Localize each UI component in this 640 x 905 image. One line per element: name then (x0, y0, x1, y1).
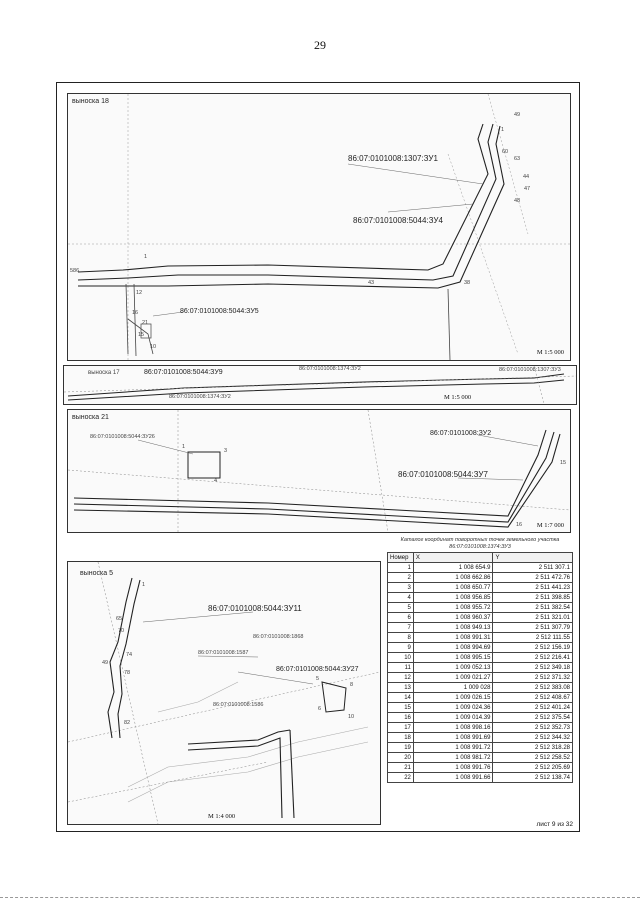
table-row (388, 623, 573, 633)
parcel-label: 86:07:0101008:1307:ЗУ1 (348, 154, 438, 163)
y-coordinate-cell: 2 512 138.74 (493, 773, 573, 783)
point-number: 65 (116, 616, 123, 622)
table-row (388, 753, 573, 763)
parcel-label: 86:07:0101008:5044:ЗУ27 (276, 666, 359, 673)
coordinate-table (387, 552, 573, 783)
callout-5-map (68, 562, 380, 824)
point-number: 44 (523, 174, 530, 180)
point-number: 48 (514, 198, 521, 204)
point-number: 38 (464, 280, 471, 286)
table-row (388, 573, 573, 583)
parcel-outline (322, 682, 346, 712)
x-coordinate-cell: 1 009 052.13 (413, 663, 493, 673)
point-number-cell: 11 (388, 663, 414, 673)
x-coordinate-cell: 1 008 650.77 (413, 583, 493, 593)
y-coordinate-cell: 2 511 307.1 (493, 563, 573, 573)
point-number-cell: 10 (388, 653, 414, 663)
parcel-label: 86:07:0101008:5044:ЗУ26 (90, 434, 155, 440)
x-coordinate-cell: 1 008 654.9 (413, 563, 493, 573)
x-coordinate-cell: 1 008 991.69 (413, 733, 493, 743)
parcel-label: 86:07:0101008:5044:ЗУ7 (398, 470, 488, 479)
point-number-cell: 1 (388, 563, 414, 573)
point-number-cell: 4 (388, 593, 414, 603)
y-coordinate-cell: 2 512 383.08 (493, 683, 573, 693)
point-number: 1 (142, 582, 146, 588)
y-coordinate-cell: 2 512 205.69 (493, 763, 573, 773)
x-coordinate-cell: 1 008 991.76 (413, 763, 493, 773)
drawing-sheet (56, 82, 580, 832)
x-coordinate-cell: 1 008 956.85 (413, 593, 493, 603)
point-number-cell: 19 (388, 743, 414, 753)
table-row (388, 763, 573, 773)
callout-18-panel (67, 93, 571, 361)
point-number-cell: 8 (388, 633, 414, 643)
point-number: 63 (514, 156, 521, 162)
y-coordinate-cell: 2 511 398.85 (493, 593, 573, 603)
x-coordinate-cell: 1 009 014.39 (413, 713, 493, 723)
callout-18-parcel-line (78, 124, 504, 288)
y-coordinate-cell: 2 511 382.54 (493, 603, 573, 613)
parcel-label: 86:07:0101008:ЗУ2 (430, 430, 492, 437)
point-number-cell: 12 (388, 673, 414, 683)
y-coordinate-cell: 2 512 156.19 (493, 643, 573, 653)
point-number: 15 (138, 332, 145, 338)
point-number: 16 (132, 310, 139, 316)
table-row (388, 743, 573, 753)
x-coordinate-cell: 1 008 991.31 (413, 633, 493, 643)
point-number: 49 (514, 112, 521, 118)
y-coordinate-cell: 2 512 375.54 (493, 713, 573, 723)
scale-label: М 1:5 000 (444, 394, 472, 401)
callout-21-panel (67, 409, 571, 533)
point-number-cell: 17 (388, 723, 414, 733)
y-coordinate-cell: 2 512 349.18 (493, 663, 573, 673)
x-coordinate-cell: 1 009 026.15 (413, 693, 493, 703)
parcel-label: 86:07:0101008:1374:ЗУ2 (299, 366, 361, 372)
point-number: 47 (524, 186, 531, 192)
table-row (388, 613, 573, 623)
coordinate-table-body (388, 563, 573, 783)
x-coordinate-cell: 1 008 981.72 (413, 753, 493, 763)
table-row (388, 603, 573, 613)
point-number: 10 (348, 714, 355, 720)
x-coordinate-cell: 1 008 960.37 (413, 613, 493, 623)
page-number: 29 (314, 38, 326, 52)
point-number: 78 (124, 670, 131, 676)
point-number: 8 (350, 682, 354, 688)
parcel-label: 86:07:0101008:5044:ЗУ5 (180, 308, 259, 315)
sheet-label: лист 9 из 32 (536, 821, 573, 828)
point-number: 60 (502, 149, 509, 155)
point-number-cell: 21 (388, 763, 414, 773)
parcel-label: 86:07:0101008:5044:ЗУ9 (144, 369, 223, 376)
point-number: 1 (501, 127, 505, 133)
x-coordinate-cell: 1 008 991.66 (413, 773, 493, 783)
point-number-cell: 18 (388, 733, 414, 743)
table-header-row (388, 553, 573, 563)
point-number-cell: 6 (388, 613, 414, 623)
point-number: 3 (224, 448, 228, 454)
y-coordinate-cell: 2 512 216.41 (493, 653, 573, 663)
point-number: 43 (368, 280, 375, 286)
point-number-cell: 2 (388, 573, 414, 583)
x-coordinate-cell: 1 009 024.36 (413, 703, 493, 713)
column-header: X (413, 553, 493, 563)
table-row (388, 723, 573, 733)
y-coordinate-cell: 2 512 408.67 (493, 693, 573, 703)
scale-label: М 1:7 000 (536, 522, 564, 529)
table-row (388, 643, 573, 653)
callout-17-panel (63, 365, 577, 405)
point-number-cell: 5 (388, 603, 414, 613)
x-coordinate-cell: 1 008 662.86 (413, 573, 493, 583)
scale-label: М 1:5 000 (536, 349, 564, 356)
x-coordinate-cell: 1 009 028 (413, 683, 493, 693)
parcel-label: 86:07:0101008:5044:ЗУ11 (208, 604, 302, 613)
point-number: 6 (318, 706, 322, 712)
point-number: 82 (124, 720, 131, 726)
table-row (388, 703, 573, 713)
point-number: 12 (136, 290, 143, 296)
point-number: 586 (70, 268, 80, 274)
point-number: 15 (560, 460, 567, 466)
coordinate-catalog-title: Каталог координат поворотных точек земельного участка 86:07:0101008:1374:ЗУ3 (400, 537, 560, 550)
parcel-label: 86:07:0101008:1868 (253, 634, 304, 640)
point-number: 10 (150, 344, 157, 350)
point-number: 5 (316, 676, 320, 682)
point-number-cell: 3 (388, 583, 414, 593)
x-coordinate-cell: 1 009 021.27 (413, 673, 493, 683)
parcel-label: 86:07:0101008:1307:ЗУ3 (499, 367, 561, 373)
y-coordinate-cell: 2 511 321.01 (493, 613, 573, 623)
parcel-label: 86:07:0101008:1587 (198, 650, 249, 656)
y-coordinate-cell: 2 512 352.73 (493, 723, 573, 733)
point-number: 1 (182, 444, 186, 450)
callout-5-panel (67, 561, 381, 825)
page-bottom-rule (0, 897, 640, 898)
point-number-cell: 20 (388, 753, 414, 763)
callout-18-title: выноска 18 (72, 98, 109, 105)
x-coordinate-cell: 1 008 998.16 (413, 723, 493, 733)
callout-21-map (68, 410, 570, 532)
point-number: 16 (516, 522, 523, 528)
point-number: 21 (142, 320, 149, 326)
x-coordinate-cell: 1 008 995.15 (413, 653, 493, 663)
table-row (388, 773, 573, 783)
y-coordinate-cell: 2 511 472.76 (493, 573, 573, 583)
point-number: 1 (144, 254, 148, 260)
coordinate-catalog (387, 537, 573, 783)
point-number-cell: 16 (388, 713, 414, 723)
y-coordinate-cell: 2 511 441.23 (493, 583, 573, 593)
point-number: 74 (126, 652, 133, 658)
callout-5-title: выноска 5 (80, 570, 113, 577)
scale-label: М 1:4 000 (208, 813, 236, 820)
y-coordinate-cell: 2 512 111.55 (493, 633, 573, 643)
table-row (388, 683, 573, 693)
point-number-cell: 9 (388, 643, 414, 653)
column-header: Y (493, 553, 573, 563)
x-coordinate-cell: 1 008 949.13 (413, 623, 493, 633)
point-number-cell: 7 (388, 623, 414, 633)
table-row (388, 713, 573, 723)
table-row (388, 673, 573, 683)
callout-21-title: выноска 21 (72, 414, 109, 421)
point-number-cell: 15 (388, 703, 414, 713)
parcel-label: 86:07:0101008:1374:ЗУ2 (169, 394, 231, 400)
point-number: 49 (102, 660, 109, 666)
table-row (388, 583, 573, 593)
y-coordinate-cell: 2 512 258.52 (493, 753, 573, 763)
table-row (388, 663, 573, 673)
column-header: Номер (388, 553, 414, 563)
callout-17-title: выноска 17 (88, 370, 120, 376)
callout-17-parcel-line (68, 374, 564, 400)
y-coordinate-cell: 2 512 318.28 (493, 743, 573, 753)
parcel-label: 86:07:0101008:5044:ЗУ4 (353, 216, 443, 225)
point-number-cell: 14 (388, 693, 414, 703)
table-row (388, 633, 573, 643)
point-number: 4 (214, 478, 218, 484)
table-row (388, 563, 573, 573)
callout-5-parcel-line (108, 578, 294, 818)
x-coordinate-cell: 1 008 991.72 (413, 743, 493, 753)
parcel-label: 86:07:0101008:1586 (213, 702, 264, 708)
table-row (388, 653, 573, 663)
x-coordinate-cell: 1 008 955.72 (413, 603, 493, 613)
y-coordinate-cell: 2 512 401.24 (493, 703, 573, 713)
table-row (388, 693, 573, 703)
y-coordinate-cell: 2 512 371.32 (493, 673, 573, 683)
table-row (388, 593, 573, 603)
y-coordinate-cell: 2 511 307.79 (493, 623, 573, 633)
x-coordinate-cell: 1 008 994.69 (413, 643, 493, 653)
point-number: 70 (118, 628, 125, 634)
y-coordinate-cell: 2 512 344.32 (493, 733, 573, 743)
parcel-outline (188, 452, 220, 478)
table-row (388, 733, 573, 743)
point-number-cell: 22 (388, 773, 414, 783)
point-number-cell: 13 (388, 683, 414, 693)
